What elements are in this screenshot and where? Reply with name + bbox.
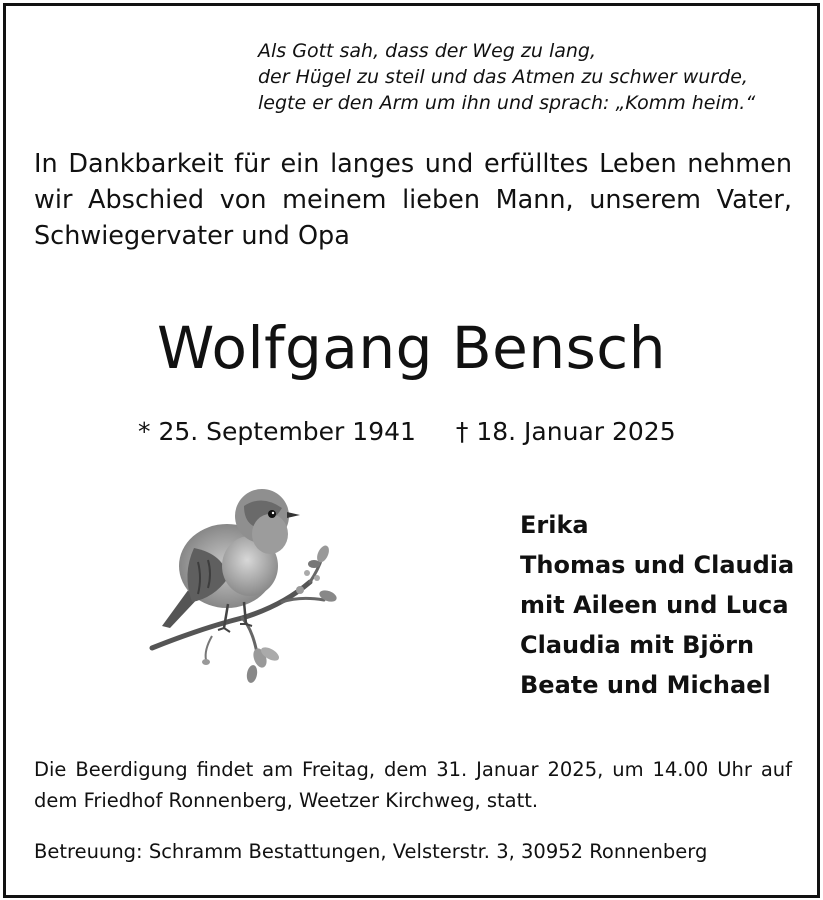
poem — [258, 38, 798, 116]
family-member: mit Aileen und Luca — [520, 591, 789, 619]
intro-text: In Dankbarkeit für ein langes und erfülltes Leben nehmen wir Abschied von meinem lieben Mann, unserem Vater, Schwiegervater und Opa — [34, 149, 792, 251]
birth-date: * 25. September 1941 — [138, 417, 416, 446]
funeral-info: Die Beerdigung findet am Freitag, dem 31. Januar 2025, um 14.00 Uhr auf dem Friedhof Ronnenberg, Weetzer Kirchweg, statt. — [34, 758, 792, 812]
poem-line: Als Gott sah, dass der Weg zu lang, — [258, 40, 597, 62]
death-date: † 18. Januar 2025 — [455, 417, 676, 446]
family-member: Beate und Michael — [520, 671, 771, 699]
poem-line: der Hügel zu steil und das Atmen zu schwer wurde, — [258, 66, 748, 88]
family-member: Thomas und Claudia — [520, 551, 795, 579]
family-list — [520, 505, 815, 705]
robin-bird-illustration — [132, 478, 347, 718]
poem-line: legte er den Arm um ihn und sprach: „Komm heim.“ — [258, 92, 756, 114]
deceased-name: Wolfgang Bensch — [157, 314, 666, 382]
family-member: Claudia mit Björn — [520, 631, 755, 659]
family-member: Erika — [520, 511, 589, 539]
life-dates — [138, 414, 738, 450]
funeral-home-info: Betreuung: Schramm Bestattungen, Velsterstr. 3, 30952 Ronnenberg — [34, 840, 708, 863]
